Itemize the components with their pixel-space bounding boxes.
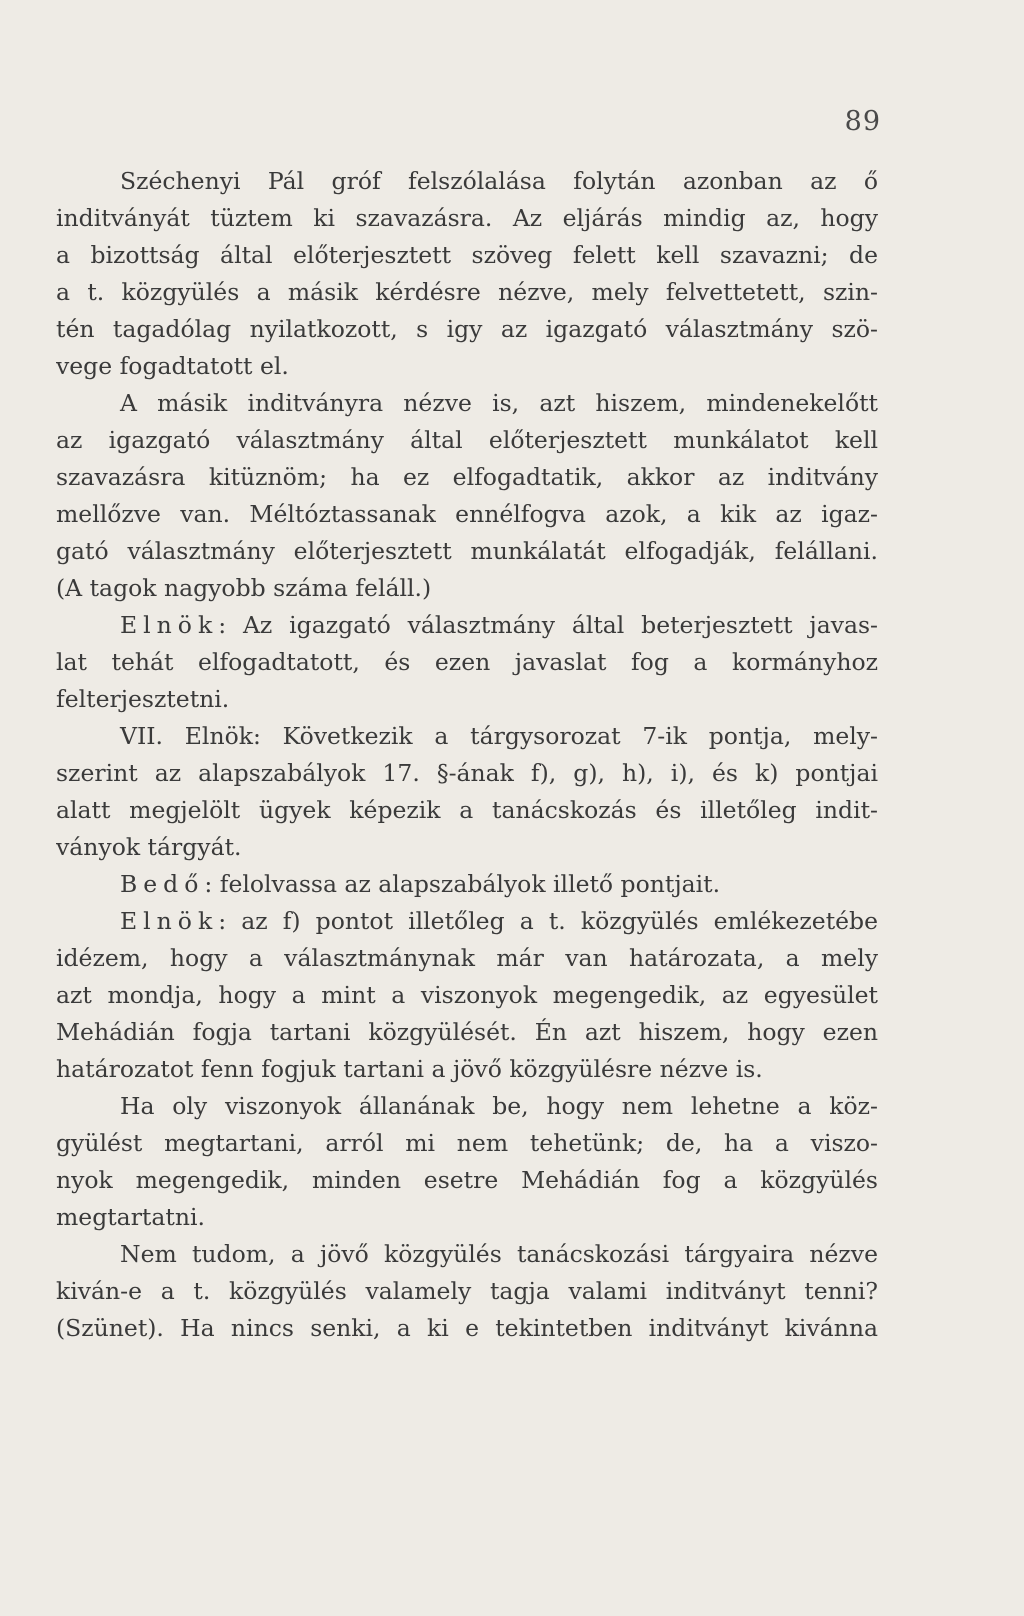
speaker-name: Bedő xyxy=(120,870,205,898)
text-line: A másik inditványra nézve is, azt hiszem, mindenekelőtt xyxy=(120,389,878,417)
text-line: inditványát tüztem ki szavazásra. Az eljárás mindig az, hogy xyxy=(56,204,878,232)
text-line: (Szünet). Ha nincs senki, a ki e tekintetben inditványt kivánna xyxy=(56,1314,878,1342)
text-line: mellőzve van. Méltóztassanak ennélfogva azok, a kik az igaz- xyxy=(56,500,878,528)
text-line: felterjesztetni. xyxy=(56,685,230,713)
text-line: ványok tárgyát. xyxy=(56,833,242,861)
text-line: a bizottság által előterjesztett szöveg felett kell szavazni; de xyxy=(56,241,878,269)
text-line: lat tehát elfogadtatott, és ezen javaslat fog a kormányhoz xyxy=(56,648,878,676)
text-line: Bedő: felolvassa az alapszabályok illető pontjait. xyxy=(120,870,721,898)
text-line: alatt megjelölt ügyek képezik a tanácskozás és illetőleg indit- xyxy=(56,796,878,824)
text-line: idézem, hogy a választmánynak már van határozata, a mely xyxy=(56,944,878,972)
text-line: tén tagadólag nyilatkozott, s igy az igazgató választmány szö- xyxy=(56,315,878,343)
text-line: Ha oly viszonyok állanának be, hogy nem lehetne a köz- xyxy=(120,1092,878,1120)
text-line: Széchenyi Pál gróf felszólalása folytán azonban az ő xyxy=(120,167,878,195)
text-line: határozatot fenn fogjuk tartani a jövő közgyülésre nézve is. xyxy=(56,1055,763,1083)
text-line: Nem tudom, a jövő közgyülés tanácskozási tárgyaira nézve xyxy=(120,1240,878,1268)
text-line: Elnök: az f) pontot illetőleg a t. közgyülés emlékezetébe xyxy=(120,907,878,935)
text-line: Elnök: Az igazgató választmány által beterjesztett javas- xyxy=(120,611,878,639)
speaker-name: Elnök xyxy=(120,611,219,639)
text-line: azt mondja, hogy a mint a viszonyok megengedik, az egyesület xyxy=(56,981,878,1009)
text-line: az igazgató választmány által előterjesztett munkálatot kell xyxy=(56,426,878,454)
text-line: vege fogadtatott el. xyxy=(56,352,289,380)
text-line: szavazásra kitüznöm; ha ez elfogadtatik, akkor az inditvány xyxy=(56,463,878,491)
text-line: megtartatni. xyxy=(56,1203,205,1231)
text-line: Mehádián fogja tartani közgyülését. Én azt hiszem, hogy ezen xyxy=(56,1018,878,1046)
text-line: gyülést megtartani, arról mi nem tehetünk; de, ha a viszo- xyxy=(56,1129,878,1157)
text-line: (A tagok nagyobb száma feláll.) xyxy=(56,574,432,602)
page-number: 89 xyxy=(844,106,881,137)
text-line: VII. Elnök: Következik a tárgysorozat 7-ik pontja, mely- xyxy=(120,722,878,750)
text-line: nyok megengedik, minden esetre Mehádián fog a közgyülés xyxy=(56,1166,878,1194)
speaker-name: Elnök xyxy=(120,907,219,935)
body-text xyxy=(56,163,878,1347)
text-line: kiván-e a t. közgyülés valamely tagja valami inditványt tenni? xyxy=(56,1277,878,1305)
text-line: a t. közgyülés a másik kérdésre nézve, mely felvettetett, szin- xyxy=(56,278,878,306)
text-line: szerint az alapszabályok 17. §-ának f), g), h), i), és k) pontjai xyxy=(56,759,878,787)
text-line: gató választmány előterjesztett munkálatát elfogadják, felállani. xyxy=(56,537,878,565)
